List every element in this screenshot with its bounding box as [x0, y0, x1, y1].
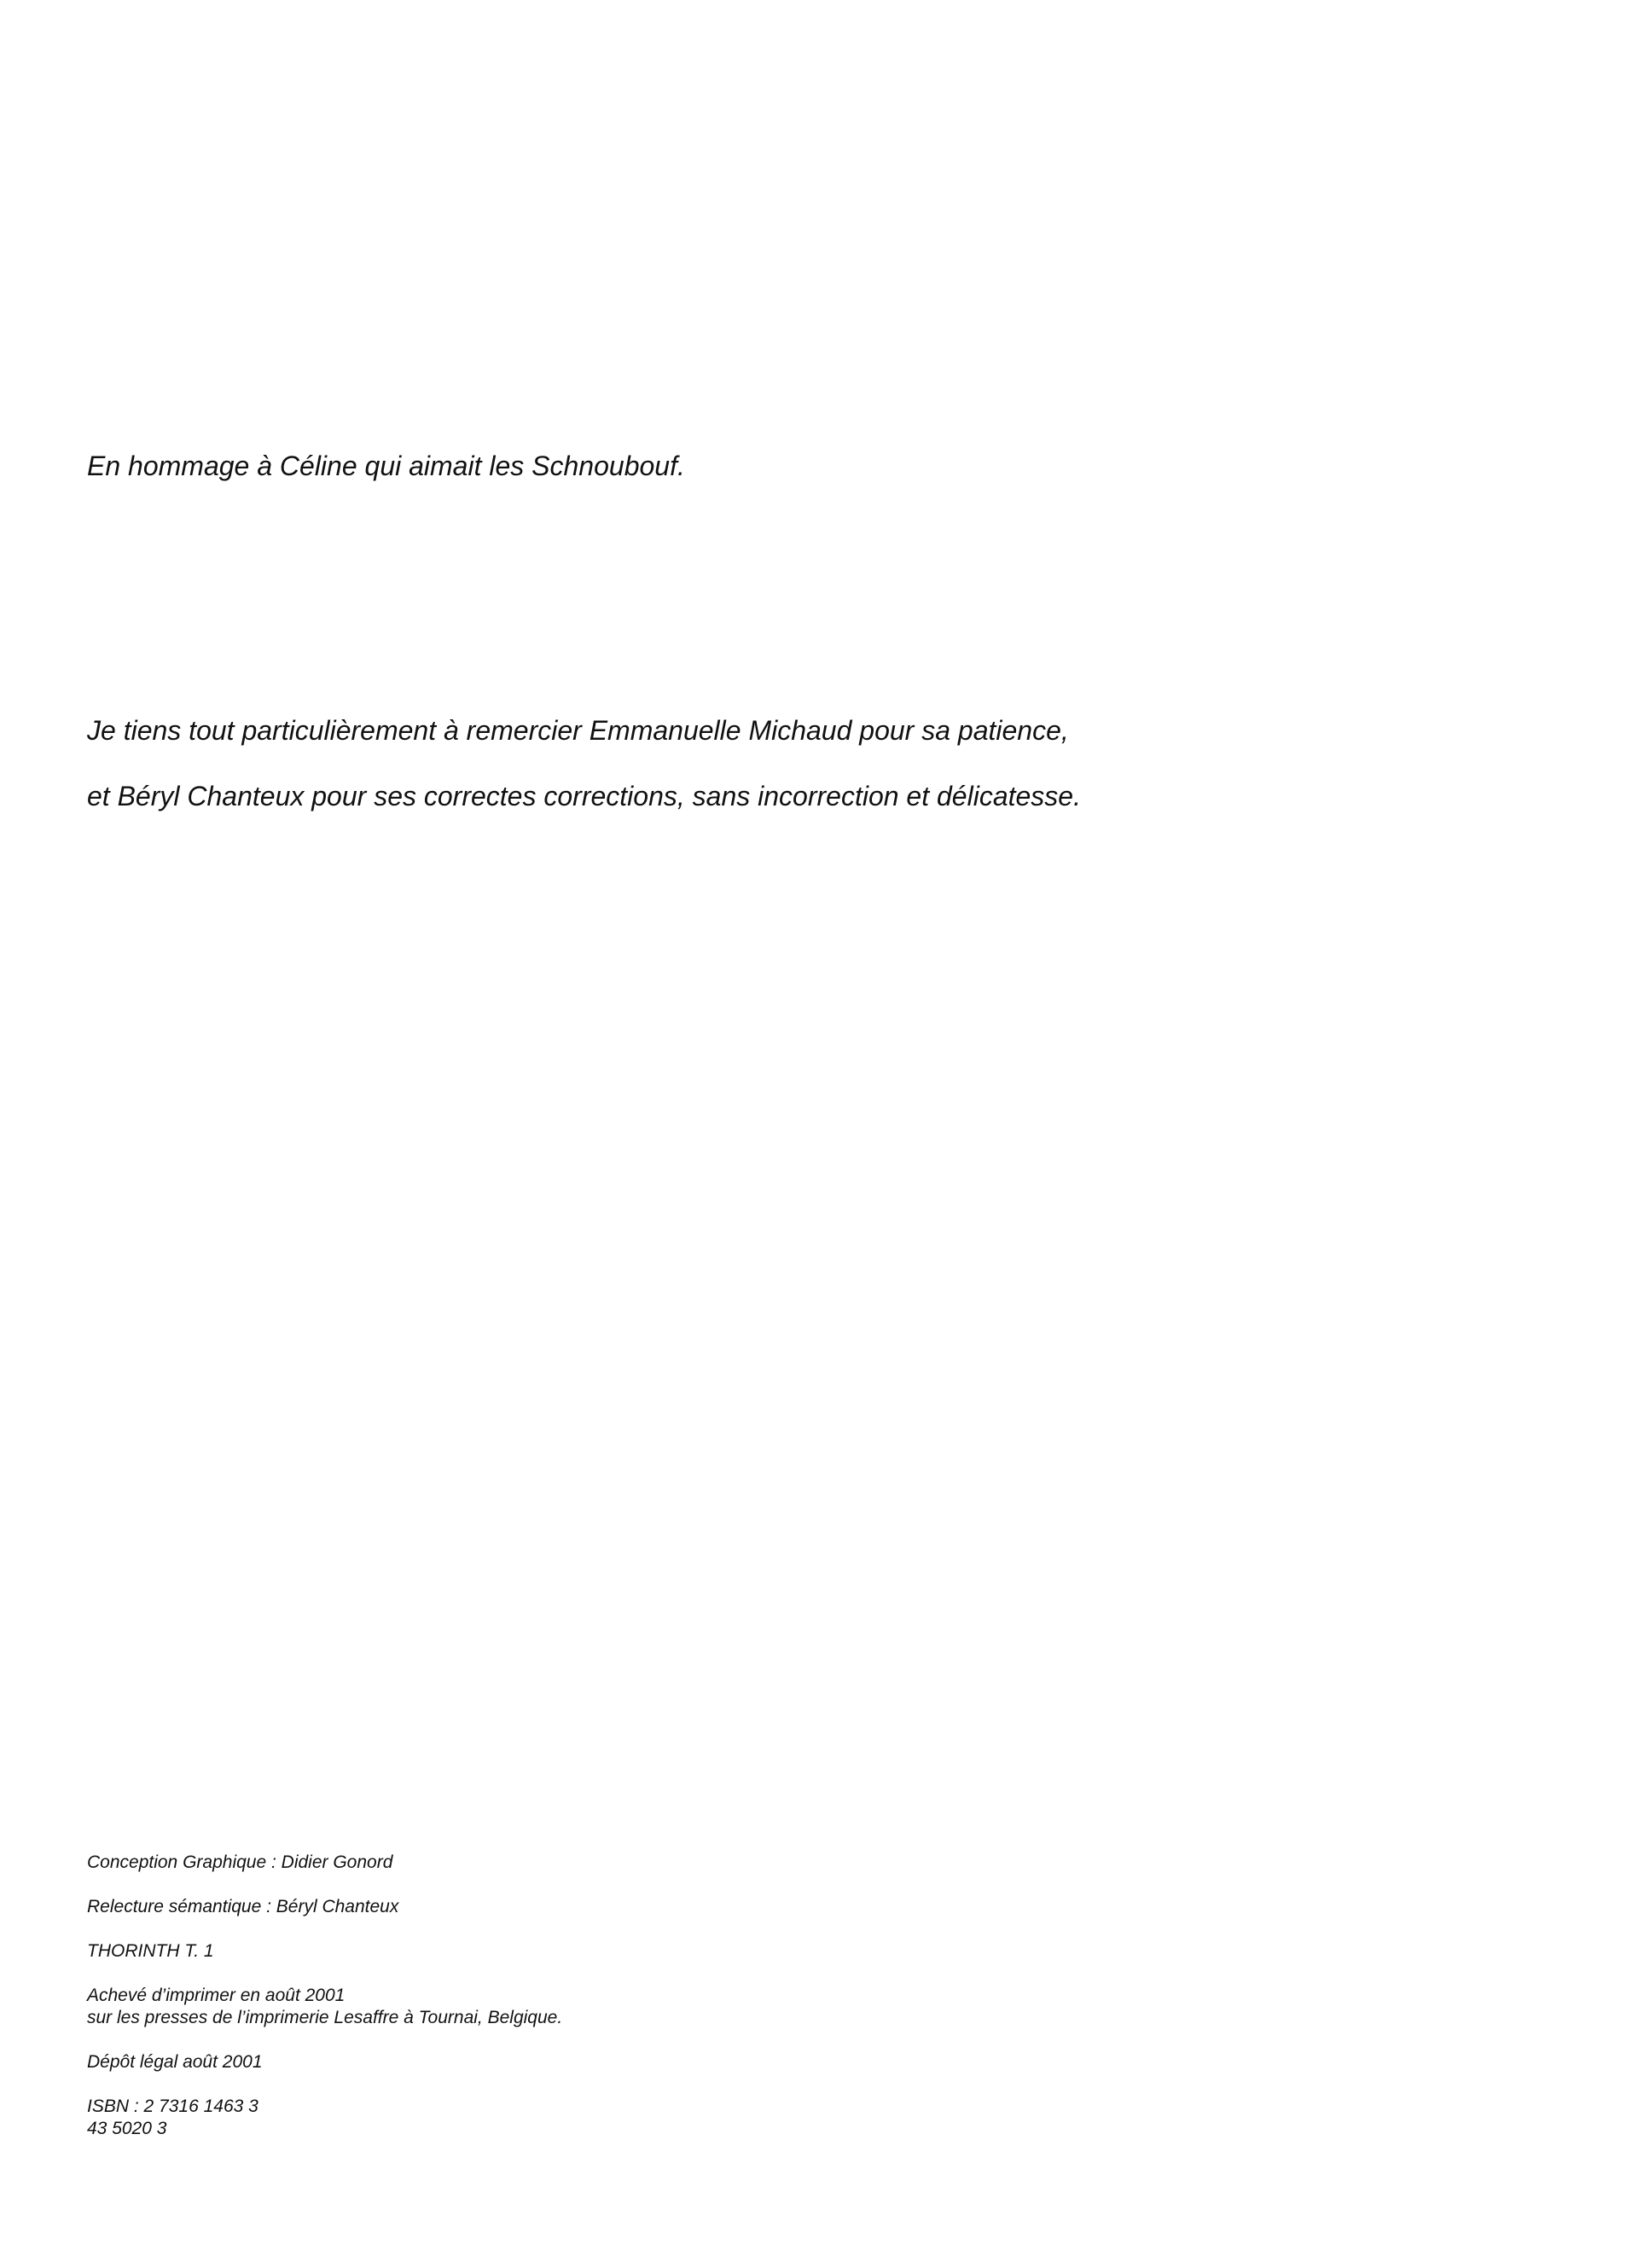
- printing-date: Achevé d’imprimer en août 2001: [87, 1986, 346, 2005]
- legal-deposit: Dépôt légal août 2001: [87, 2052, 263, 2072]
- design-credit: Conception Graphique : Didier Gonord: [87, 1852, 393, 1872]
- acknowledgement-line: Je tiens tout particulièrement à remercier Emmanuelle Michaud pour sa patience,: [87, 715, 1069, 746]
- dedication-text: En hommage à Céline qui aimait les Schnoubouf.: [87, 451, 685, 481]
- colophon: [87, 1852, 562, 2162]
- book-title: THORINTH T. 1: [87, 1941, 214, 1961]
- isbn-block: [87, 2096, 562, 2140]
- printing-info: [87, 1985, 562, 2029]
- product-code: 43 5020 3: [87, 2119, 167, 2138]
- printer-location: sur les presses de l’imprimerie Lesaffre à Tournai, Belgique.: [87, 2008, 563, 2027]
- acknowledgement-line: et Béryl Chanteux pour ses correctes corrections, sans incorrection et délicatesse.: [87, 781, 1081, 811]
- proofreading-credit: Relecture sémantique : Béryl Chanteux: [87, 1897, 399, 1916]
- isbn: ISBN : 2 7316 1463 3: [87, 2096, 258, 2116]
